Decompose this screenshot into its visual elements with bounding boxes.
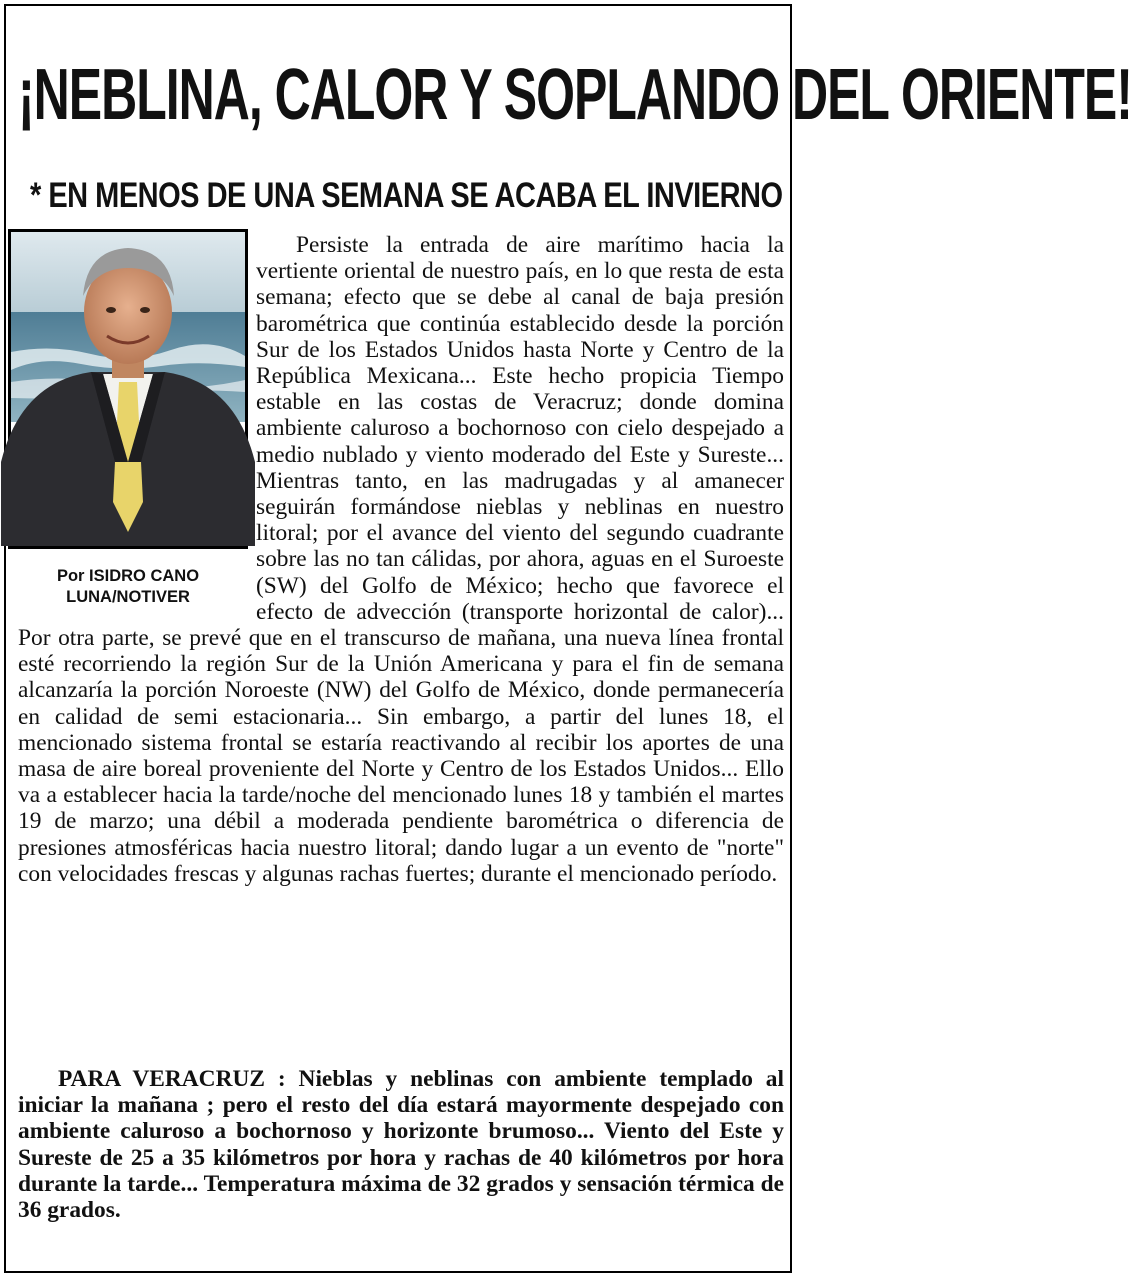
paragraph-veracruz: PARA VERACRUZ : Nieblas y neblinas con ambiente templado al iniciar la mañana ; pero el resto del día estará mayormente despejado con ambiente caluroso a bochornoso y horizonte brumoso... Viento del Este y Sureste de 25 a 35 kilómetros por hora y rachas de 40 kilómetros por hora durante la tarde... Temperatura máxima de 32 grados y sensación térmica de 36 grados. <box>18 1066 784 1224</box>
byline <box>8 566 248 608</box>
portrait-icon <box>11 232 245 546</box>
subheadline: * EN MENOS DE UNA SEMANA SE ACABA EL INVIERNO <box>30 176 783 216</box>
paragraph-main: Persiste la entrada de aire marítimo hacia la vertiente oriental de nuestro país, en lo que resta de esta semana; efecto que se debe al canal de baja presión barométrica que continúa establecido desde la porción Sur de los Estados Unidos hasta Norte y Centro de la República Mexicana... Este hecho propicia Tiempo estable en las costas de Veracruz; donde domina ambiente caluroso a bochornoso con cielo despejado a medio nublado y viento moderado del Este y Sureste... Mientras tanto, en las madrugadas y al amanecer seguirán formándose nieblas y neblinas en nuestro litoral; por el avance del viento del segundo cuadrante sobre las no tan cálidas, por ahora, aguas en el Suroeste (SW) del Golfo de México; hecho que favorece el efecto de advección (transporte horizontal de calor)... Por otra parte, se prevé que en el transcurso de mañana, una nueva línea frontal esté recorriendo la región Sur de la Unión Americana y para el fin de semana alcanzaría la porción Noroeste (NW) del Golfo de México, donde permanecería en calidad de semi estacionaria... Sin embargo, a partir del lunes 18, el mencionado sistema frontal se estaría reactivando al recibir los aportes de una masa de aire boreal proveniente del Norte y Centro de los Estados Unidos... Ello va a establecer hacia la tarde/noche del mencionado lunes 18 y también el martes 19 de marzo; una débil a moderada pendiente barométrica o diferencia de presiones atmosféricas hacia nuestro litoral; dando lugar a un evento de "norte" con velocidades frescas y algunas rachas fuertes; durante el mencionado período. <box>18 232 784 887</box>
byline-source: LUNA/NOTIVER <box>66 588 190 606</box>
headline: ¡NEBLINA, CALOR Y SOPLANDO DEL ORIENTE! <box>18 53 1132 135</box>
author-photo <box>8 229 248 549</box>
byline-name: Por ISIDRO CANO <box>56 567 200 585</box>
